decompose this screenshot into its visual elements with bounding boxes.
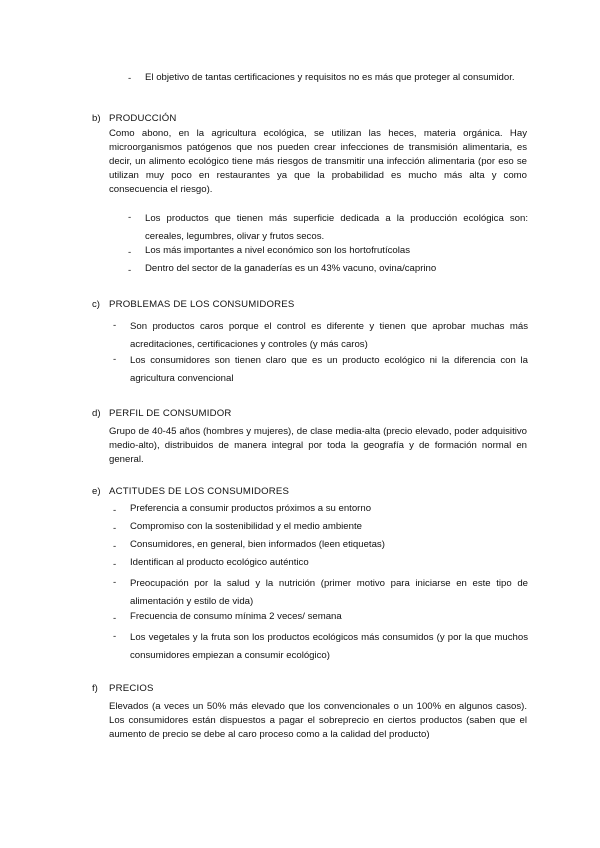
section-b-bullet-3: Dentro del sector de la ganaderías es un 43% vacuno, ovina/caprino <box>145 263 437 274</box>
bullet-dash: - <box>113 505 117 516</box>
top-bullet-text: El objetivo de tantas certificaciones y requisitos no es más que proteger al consumidor. <box>145 72 515 83</box>
section-d-paragraph: Grupo de 40-45 años (hombres y mujeres), de clase media-alta (precio elevado, poder adquisitivo medio-alto), distribuidos de manera integral por toda la geografía y de formación normal en general. <box>109 426 527 465</box>
section-e-bullet-2: Compromiso con la sostenibilidad y el medio ambiente <box>130 521 362 532</box>
bullet-dash: - <box>128 212 132 223</box>
section-c-bullet-2: Los consumidores son tienen claro que es un producto ecológico ni la diferencia con la agricultura convencional <box>130 355 528 384</box>
section-e-bullet-4: Identifican al producto ecológico auténtico <box>130 557 309 568</box>
section-f-paragraph: Elevados (a veces un 50% más elevado que los convencionales o un 100% en algunos casos). Los consumidores están dispuestos a pagar el sobreprecio en ciertos productos (saben que el aumento de precio se debe al caro proceso como a la calidad del producto) <box>109 701 527 740</box>
bullet-dash: - <box>128 247 132 258</box>
section-e-bullet-7: Los vegetales y la fruta son los productos ecológicos más consumidos (y por la que muchos consumidores empiezan a consumir ecológico) <box>130 632 528 661</box>
section-f-label: f) <box>92 683 98 694</box>
bullet-dash: - <box>113 320 117 331</box>
bullet-dash: - <box>113 541 117 552</box>
section-b-bullet-2: Los más importantes a nivel económico son los hortofrutícolas <box>145 245 411 256</box>
section-e-bullet-3: Consumidores, en general, bien informados (leen etiquetas) <box>130 539 385 550</box>
section-d-label: d) <box>92 408 101 419</box>
section-e-bullet-5: Preocupación por la salud y la nutrición (primer motivo para iniciarse en este tipo de alimentación y estilo de vida) <box>130 578 528 607</box>
bullet-dash: - <box>128 73 132 84</box>
bullet-dash: - <box>113 631 117 642</box>
section-e-bullet-1: Preferencia a consumir productos próximos a su entorno <box>130 503 372 514</box>
section-c-bullet-1: Son productos caros porque el control es diferente y tienen que aprobar muchas más acreditaciones, certificaciones y controles (y más caros) <box>130 321 528 350</box>
bullet-dash: - <box>113 613 117 624</box>
section-e-label: e) <box>92 486 101 497</box>
section-e-title: ACTITUDES DE LOS CONSUMIDORES <box>109 486 290 497</box>
section-e-bullet-6: Frecuencia de consumo mínima 2 veces/ semana <box>130 611 342 622</box>
bullet-dash: - <box>113 559 117 570</box>
section-b-paragraph: Como abono, en la agricultura ecológica, se utilizan las heces, materia orgánica. Hay microorganismos patógenos que nos pueden crear infecciones de transmisión alimentaria, es decir, un alimento ecológico tiene más riesgos de transmitir una infección alimentaria (por eso se utilizan muy poco en restaurantes ya que la probabilidad es mucho más alta y como consecuencia el riesgo). <box>109 128 527 195</box>
bullet-dash: - <box>128 265 132 276</box>
section-d-title: PERFIL DE CONSUMIDOR <box>109 408 232 419</box>
section-c-title: PROBLEMAS DE LOS CONSUMIDORES <box>109 299 295 310</box>
section-b-title: PRODUCCIÓN <box>109 113 177 124</box>
section-f-title: PRECIOS <box>109 683 154 694</box>
section-b-bullet-1: Los productos que tienen más superficie dedicada a la producción ecológica son: cereales, legumbres, olivar y frutos secos. <box>145 213 528 242</box>
section-b-label: b) <box>92 113 101 124</box>
bullet-dash: - <box>113 523 117 534</box>
bullet-dash: - <box>113 354 117 365</box>
bullet-dash: - <box>113 577 117 588</box>
section-c-label: c) <box>92 299 100 310</box>
